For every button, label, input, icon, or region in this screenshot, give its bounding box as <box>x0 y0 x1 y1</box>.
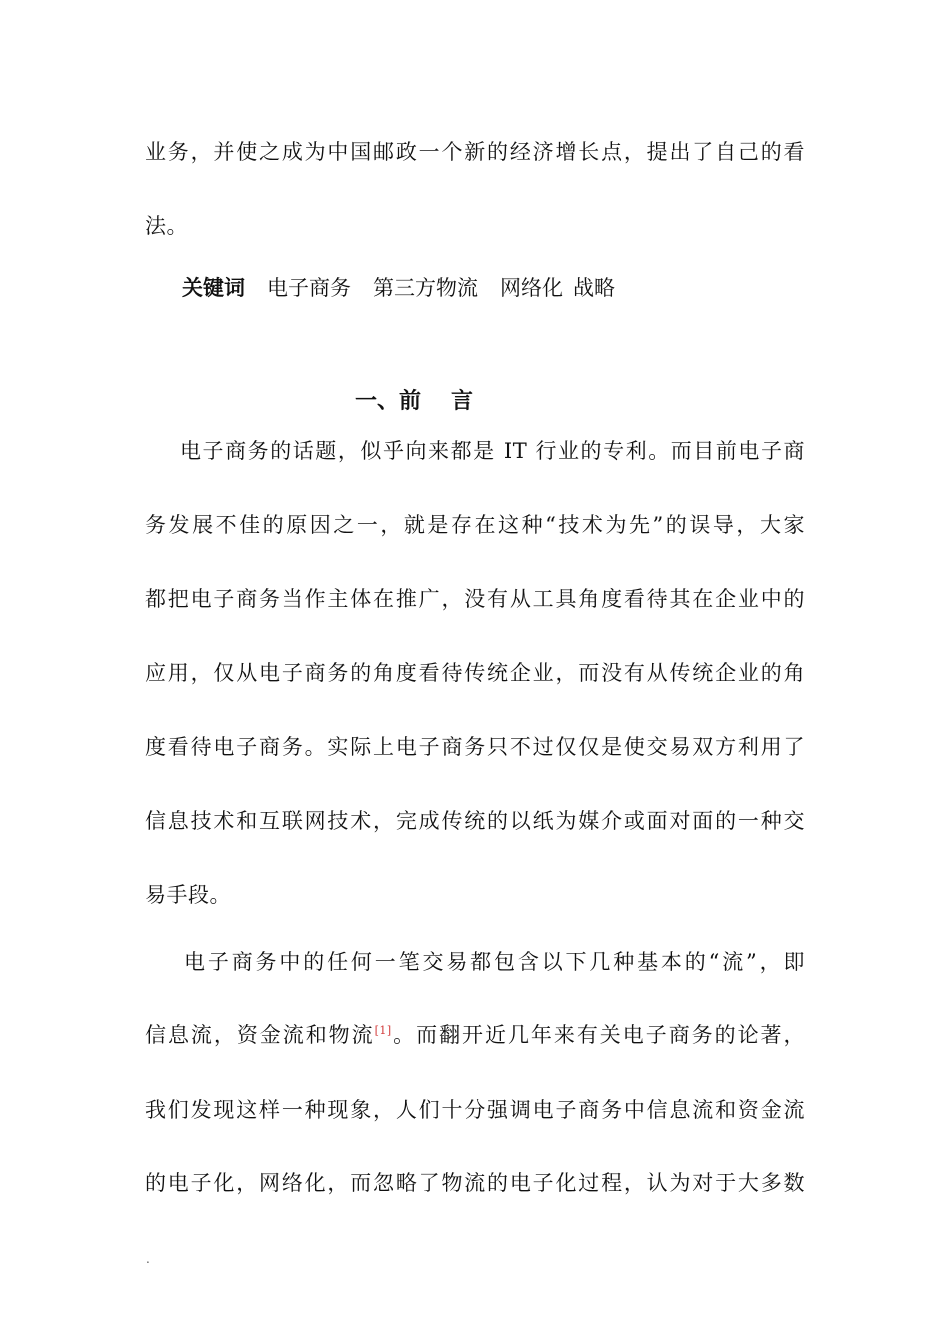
paragraph2-line-1: 电子商务中的任何一笔交易都包含以下几种基本的“流”，即 <box>184 950 805 974</box>
paragraph2-line-4: 的电子化，网络化，而忽略了物流的电子化过程，认为对于大多数 <box>145 1171 805 1195</box>
paragraph1-line-6: 信息技术和互联网技术，完成传统的以纸为媒介或面对面的一种交 <box>145 809 805 833</box>
section-heading <box>355 386 473 416</box>
paragraph2-line-2 <box>145 1020 805 1050</box>
paragraph1-line-5: 度看待电子商务。实际上电子商务只不过仅仅是使交易双方利用了 <box>145 735 805 759</box>
paragraph1-line-3: 都把电子商务当作主体在推广，没有从工具角度看待其在企业中的 <box>145 587 805 611</box>
paragraph1-line-7: 易手段。 <box>145 883 231 907</box>
keyword-item: 第三方物流 <box>373 276 478 300</box>
keyword-item: 网络化 <box>500 276 563 300</box>
section-heading-part1: 一、前 <box>355 388 422 414</box>
paragraph1-line-2: 务发展不佳的原因之一，就是存在这种“技术为先”的误导，大家 <box>145 513 805 537</box>
abstract-line-2: 法。 <box>145 214 188 238</box>
paragraph1-line-1: 电子商务的话题，似乎向来都是 IT 行业的专利。而目前电子商 <box>180 439 805 463</box>
paragraph2-line-2-text-a: 信息流，资金流和物流 <box>145 1023 375 1047</box>
keywords-label: 关键词 <box>182 275 245 300</box>
paragraph2-line-3: 我们发现这样一种现象，人们十分强调电子商务中信息流和资金流 <box>145 1098 805 1122</box>
paragraph1-line-4: 应用，仅从电子商务的角度看待传统企业，而没有从传统企业的角 <box>145 661 805 685</box>
abstract-line-1: 业务，并使之成为中国邮政一个新的经济增长点，提出了自己的看 <box>145 140 805 164</box>
section-heading-part2: 言 <box>451 388 474 414</box>
keywords-row <box>182 273 637 303</box>
page-footer-mark: . <box>146 1252 150 1266</box>
keyword-item: 电子商务 <box>267 276 351 300</box>
citation-marker[interactable]: [1] <box>374 1024 392 1037</box>
paragraph2-line-2-text-b: 。而翻开近几年来有关电子商务的论著， <box>391 1023 805 1047</box>
keyword-item: 战略 <box>573 276 615 300</box>
